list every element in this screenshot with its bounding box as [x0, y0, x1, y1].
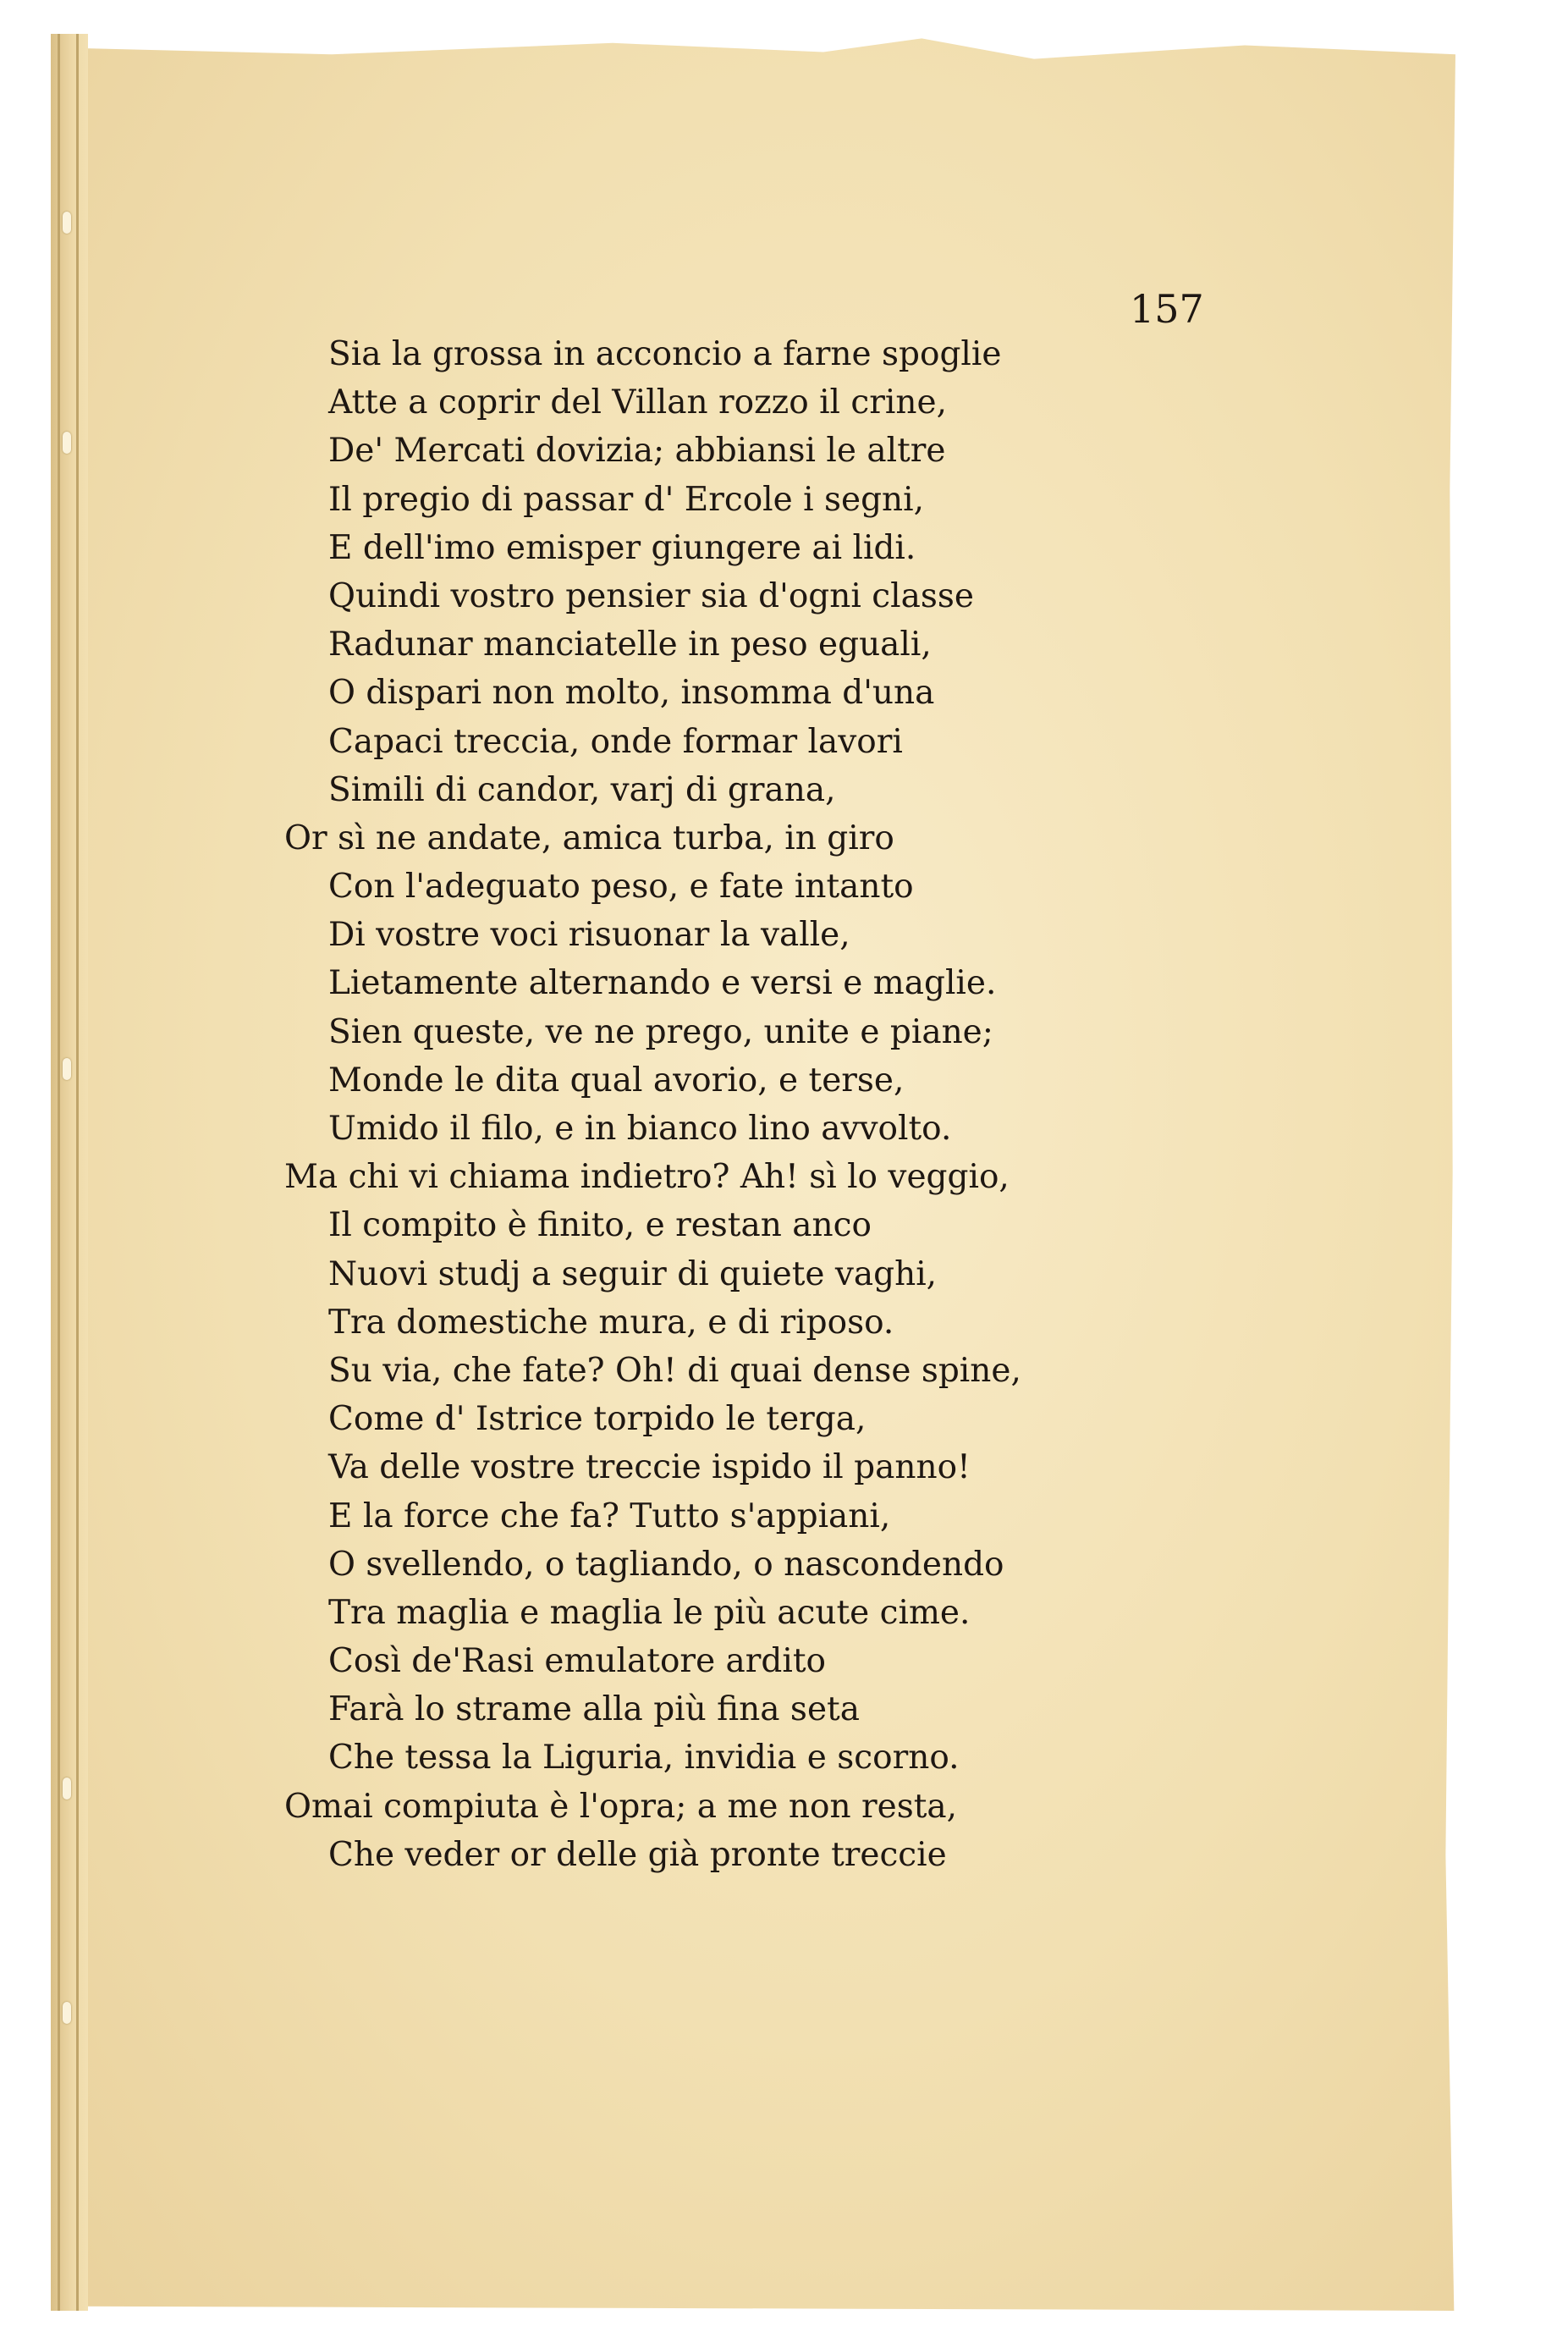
verse-line: E dell'imo emisper giungere ai lidi. — [328, 528, 916, 567]
verse-line: Su via, che fate? Oh! di quai dense spine, — [328, 1351, 1021, 1390]
verse-line: De' Mercati dovizia; abbiansi le altre — [328, 432, 946, 471]
verse-line: Con l'adeguato peso, e fate intanto — [328, 868, 914, 907]
verse-line: Ma chi vi chiama indietro? Ah! sì lo veggio, — [284, 1158, 1010, 1197]
verse-line: Tra maglia e maglia le più acute cime. — [328, 1593, 971, 1632]
verse-line: Tra domestiche mura, e di riposo. — [328, 1303, 894, 1342]
verse-line: Farà lo strame alla più fina seta — [328, 1690, 860, 1729]
verse-line: Va delle vostre treccie ispido il panno! — [328, 1448, 971, 1487]
verse-line: E la force che fa? Tutto s'appiani, — [328, 1496, 891, 1535]
binding-stitch — [63, 2002, 71, 2024]
spine-fold-line — [76, 34, 79, 2311]
verse-line: Così de'Rasi emulatore ardito — [328, 1642, 827, 1681]
verse-line: Che veder or delle già pronte treccie — [328, 1835, 947, 1874]
verse-line: Sien queste, ve ne prego, unite e piane; — [328, 1012, 993, 1051]
verse-line: Che tessa la Liguria, invidia e scorno. — [328, 1739, 960, 1778]
verse-line: O dispari non molto, insomma d'una — [328, 674, 935, 713]
verse-line: O svellendo, o tagliando, o nascondendo — [328, 1545, 1004, 1584]
verse-line: Monde le dita qual avorio, e terse, — [328, 1061, 905, 1100]
verse-line: Simili di candor, varj di grana, — [328, 770, 836, 809]
verse-line: Di vostre voci risuonar la valle, — [328, 916, 850, 955]
verse-line: Omai compiuta è l'opra; a me non resta, — [284, 1787, 958, 1826]
spine-fold-line — [58, 34, 60, 2311]
binding-stitch — [63, 432, 71, 454]
verse-line: Or sì ne andate, amica turba, in giro — [284, 818, 894, 857]
verse-line: Il compito è finito, e restan anco — [328, 1206, 872, 1245]
verse-line: Radunar manciatelle in peso eguali, — [328, 626, 932, 664]
binding-stitch — [63, 1058, 71, 1080]
verse-line: Il pregio di passar d' Ercole i segni, — [328, 480, 925, 519]
verse-line: Nuovi studj a seguir di quiete vaghi, — [328, 1254, 938, 1293]
verse-line: Capaci treccia, onde formar lavori — [328, 722, 903, 761]
verse-line: Lietamente alternando e versi e maglie. — [328, 964, 997, 1003]
binding-stitch — [63, 212, 71, 234]
verse-line: Quindi vostro pensier sia d'ogni classe — [328, 576, 974, 615]
verse-lines — [284, 330, 1021, 1879]
verse-line: Umido il filo, e in bianco lino avvolto. — [328, 1110, 952, 1148]
verse-line: Atte a coprir del Villan rozzo il crine, — [328, 383, 947, 422]
verse-line: Sia la grossa in acconcio a farne spoglie — [328, 335, 1002, 373]
binding-stitch — [63, 1778, 71, 1800]
page-number: 157 — [1130, 286, 1204, 332]
verse-line: Come d' Istrice torpido le terga, — [328, 1400, 867, 1439]
binding-spine — [51, 34, 88, 2311]
